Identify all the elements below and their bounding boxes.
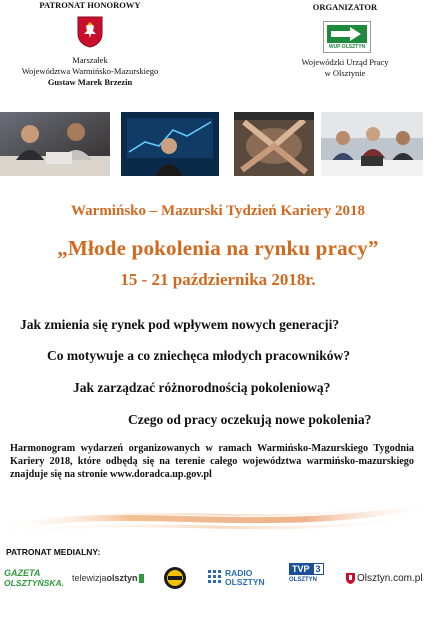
olsztyn-com-emblem-icon: [346, 573, 355, 584]
olsztyn-com-logo: [346, 566, 430, 590]
event-slogan: „Młode pokolenia na rynku pracy”: [57, 236, 379, 260]
radio-olsztyn-logo: [208, 566, 274, 590]
radio-badge-icon: [163, 566, 187, 590]
coat-of-arms-icon: [77, 16, 103, 48]
telewizja-logo-text: telewizja: [72, 573, 107, 583]
wup-arrow-icon: [327, 25, 367, 43]
tvp-logo-text: TVP: [289, 563, 313, 575]
organizer-line-2: w Olsztynie: [324, 68, 366, 78]
telewizja-olsztyn-logo: [72, 566, 154, 590]
teamwork-hands-photo: [234, 112, 314, 176]
presentation-photo: [121, 112, 219, 176]
radio-logo-line-1: RADIO: [225, 568, 253, 578]
harmonogram-text: Harmonogram wydarzeń organizowanych w ramach Warmińsko-Mazurskiego Tygodnia Kariery 2018, które odbędą się na terenie całego województwa warmińsko-mazurskiego znajduje się na stronie www.doradca.up.gov.pl: [10, 443, 414, 480]
event-dates: 15 - 21 października 2018r.: [120, 270, 316, 289]
meeting-photo: [0, 112, 110, 176]
tvp-logo-caption: OLSZTYN: [289, 577, 317, 583]
organizer-line-1: Wojewódzki Urząd Pracy: [301, 57, 389, 67]
question-2: Co motywuje a co zniechęca młodych pracowników?: [47, 348, 350, 363]
gazeta-logo-line-1: GAZETA: [4, 568, 41, 578]
office-team-photo: [321, 112, 423, 176]
tvp-logo-number: 3: [313, 563, 324, 575]
radio-waves-icon: [208, 570, 222, 586]
wup-logo: [323, 21, 371, 53]
tvp3-olsztyn-logo: [289, 563, 329, 593]
telewizja-logo-olsztyn: olsztyn: [106, 573, 138, 583]
gazeta-olsztynska-logo: [4, 566, 68, 590]
question-4: Czego od pracy oczekują nowe pokolenia?: [128, 412, 372, 427]
organizator-label: ORGANIZATOR: [312, 2, 378, 12]
question-3: Jak zarządzać różnorodnością pokoleniową?: [73, 380, 331, 395]
telewizja-accent-icon: [139, 574, 144, 583]
patron-line-2: Województwa Warmińsko-Mazurskiego: [21, 66, 159, 76]
patron-name: Gustaw Marek Brzezin: [47, 77, 133, 87]
question-1: Jak zmienia się rynek pod wpływem nowych generacji?: [20, 317, 340, 332]
wup-logo-caption: WUP OLSZTYN: [328, 44, 366, 50]
event-week-title: Warmińsko – Mazurski Tydzień Kariery 2018: [70, 203, 366, 219]
patron-line-1: Marszałek: [72, 55, 108, 65]
radio-badge-logo: [163, 566, 193, 590]
olsztyn-com-text: Olsztyn.com.pl: [357, 572, 423, 584]
patronat-medialny-label: PATRONAT MEDIALNY:: [6, 547, 101, 557]
gazeta-logo-line-2: OLSZTYŃSKA.: [4, 578, 64, 588]
radio-logo-line-2: OLSZTYN: [225, 577, 265, 587]
patronat-honorowy-label: PATRONAT HONOROWY: [39, 0, 141, 10]
decorative-swoosh: [0, 490, 436, 550]
